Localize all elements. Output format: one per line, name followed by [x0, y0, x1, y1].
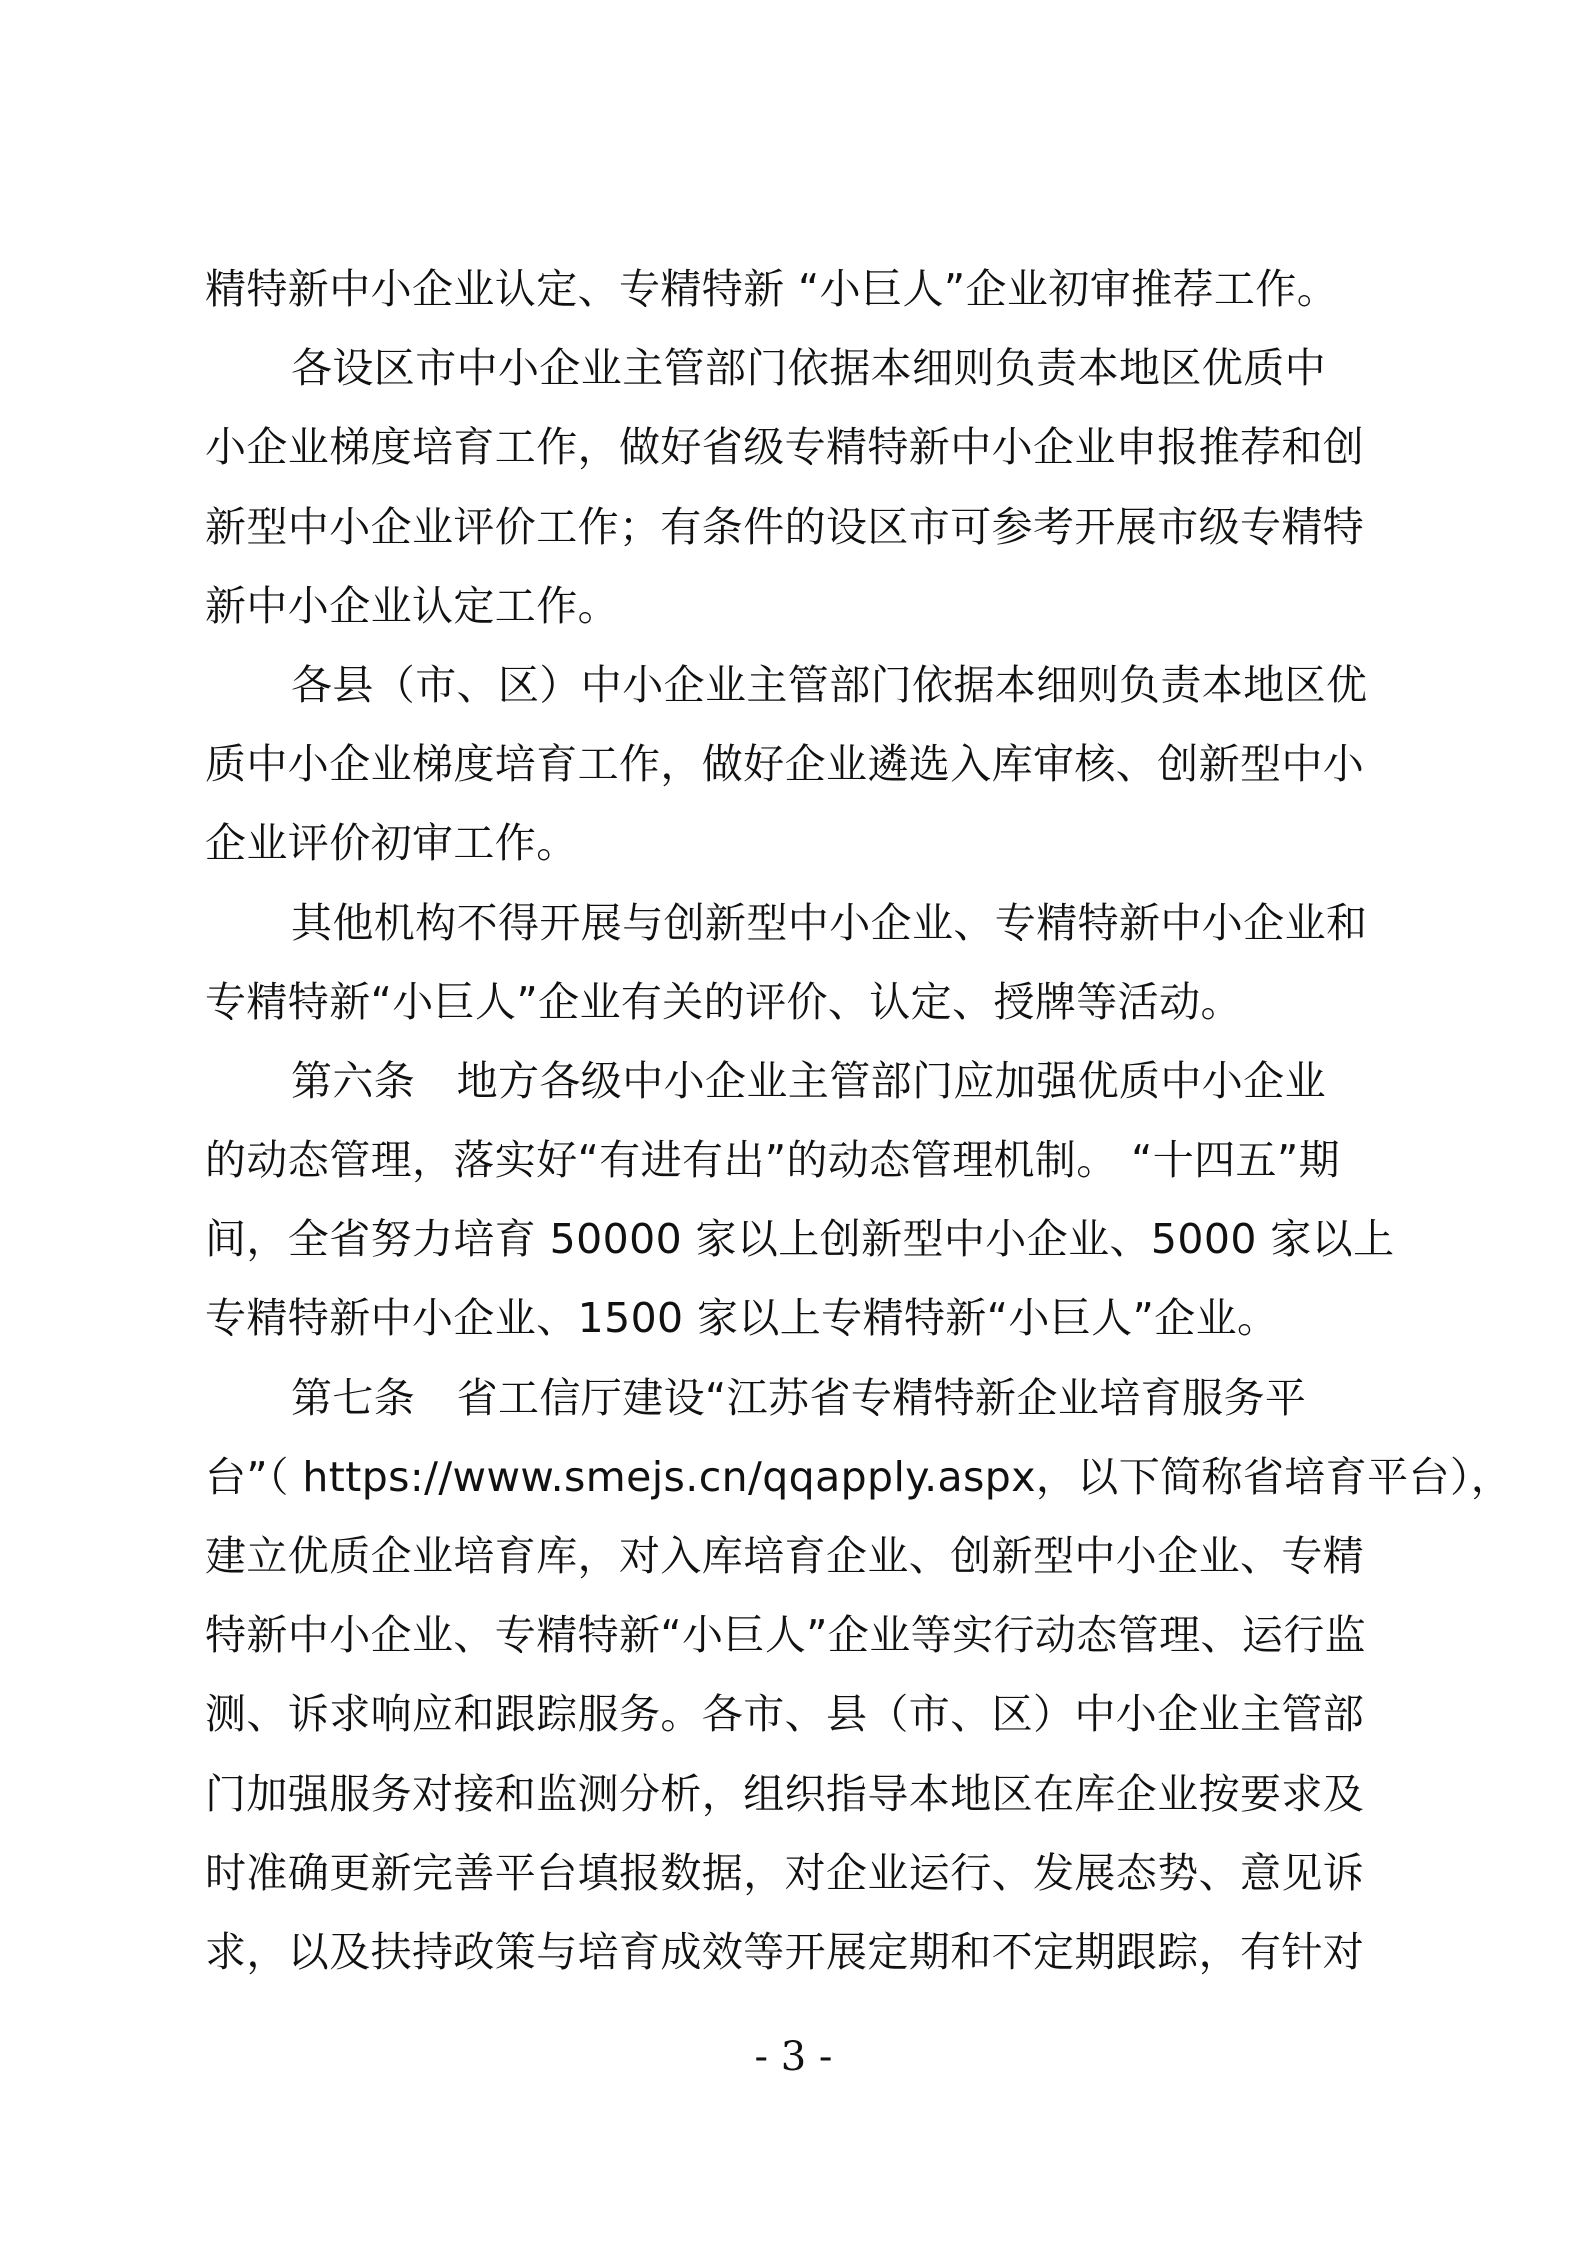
text-line: 精特新中小企业认定、专精特新 “小巨人”企业初审推荐工作。	[205, 265, 1339, 313]
text-line: 间，全省努力培育 50000 家以上创新型中小企业、5000 家以上	[205, 1215, 1395, 1264]
text-line: 门加强服务对接和监测分析，组织指导本地区在库企业按要求及	[205, 1769, 1365, 1818]
text-line: 其他机构不得开展与创新型中小企业、专精特新中小企业和	[291, 898, 1368, 947]
text-line: 台”（ https://www.smejs.cn/qqapply.aspx，以下简称省培育平台），	[205, 1452, 1513, 1501]
text-line: 新中小企业认定工作。	[205, 581, 619, 630]
text-line: 专精特新“小巨人”企业有关的评价、认定、授牌等活动。	[205, 977, 1242, 1026]
text-line: 时准确更新完善平台填报数据，对企业运行、发展态势、意见诉	[205, 1848, 1365, 1897]
text-line: 质中小企业梯度培育工作，做好企业遴选入库审核、创新型中小	[205, 740, 1365, 789]
text-line: 求，以及扶持政策与培育成效等开展定期和不定期跟踪，有针对	[205, 1927, 1365, 1976]
text-line: 新型中小企业评价工作；有条件的设区市可参考开展市级专精特	[205, 502, 1365, 551]
text-line: 小企业梯度培育工作，做好省级专精特新中小企业申报推荐和创	[205, 423, 1365, 472]
text-line: 第七条 省工信厅建设“江苏省专精特新企业培育服务平	[291, 1373, 1307, 1422]
text-line: 特新中小企业、专精特新“小巨人”企业等实行动态管理、运行监	[205, 1611, 1367, 1660]
text-line: 测、诉求响应和跟踪服务。各市、县（市、区）中小企业主管部	[205, 1690, 1365, 1739]
text-line: 的动态管理，落实好“有进有出”的动态管理机制。 “十四五”期	[205, 1136, 1340, 1185]
text-line: 建立优质企业培育库，对入库培育企业、创新型中小企业、专精	[205, 1532, 1365, 1580]
text-line: 各县（市、区）中小企业主管部门依据本细则负责本地区优	[291, 660, 1368, 709]
text-line: 企业评价初审工作。	[205, 819, 578, 868]
text-line: 第六条 地方各级中小企业主管部门应加强优质中小企业	[291, 1056, 1326, 1105]
document-body	[205, 250, 1513, 1992]
page-number: - 3 -	[754, 2034, 833, 2080]
text-line: 各设区市中小企业主管部门依据本细则负责本地区优质中	[291, 344, 1326, 393]
text-line: 专精特新中小企业、1500 家以上专精特新“小巨人”企业。	[205, 1294, 1279, 1343]
